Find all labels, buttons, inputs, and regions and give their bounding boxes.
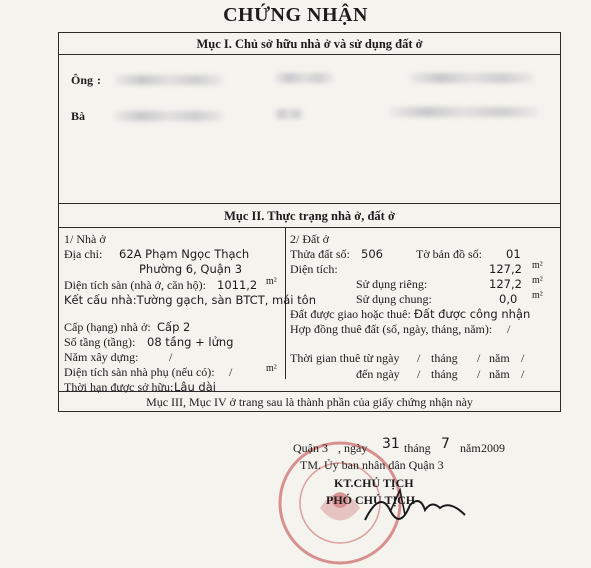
house-label: 1/ Nhà ở (64, 232, 106, 246)
address-line1: 62A Phạm Ngọc Thạch (119, 247, 250, 261)
address-line2: Phường 6, Quận 3 (139, 262, 243, 276)
date-day: 31 (382, 436, 400, 452)
year-label: Năm xây dựng: (64, 350, 139, 364)
floor-area-label: Diện tích sàn (nhà ở, căn hộ): (64, 278, 206, 292)
redacted-owner1-id (409, 73, 534, 83)
redacted-owner2-birth (274, 109, 304, 119)
handwritten-signature (360, 470, 470, 530)
year-label: năm (460, 441, 481, 455)
lease-from-label: Thời gian thuê từ ngày (290, 351, 400, 365)
divider (59, 227, 560, 228)
structure: Kết cấu nhà:Tường gạch, sàn BTCT, mái tôn (64, 293, 316, 307)
lease-to-month: / (477, 367, 481, 381)
lease-contract-label: Hợp đồng thuê đất (số, ngày, tháng, năm): (290, 322, 493, 336)
parcel-label: Thửa đất số: (290, 247, 350, 261)
land-label: 2/ Đất ở (290, 232, 330, 246)
redacted-owner2-name (114, 111, 224, 121)
private-use-label: Sử dụng riêng: (356, 277, 428, 291)
lease-to-year-label: năm (489, 367, 510, 381)
role-deputy: PHÓ CHỦ TỊCH (326, 493, 416, 507)
shared-use-label: Sử dụng chung: (356, 292, 432, 306)
date-year: 2009 (481, 441, 505, 455)
month-label: tháng (404, 441, 431, 455)
redacted-owner1-name (114, 75, 224, 85)
divider (59, 203, 560, 204)
grade-label: Cấp (hạng) nhà ở: (64, 320, 151, 334)
sign-place: Quận 3 (293, 441, 328, 455)
floors-label: Số tầng (tầng): (64, 335, 136, 349)
land-area-label: Diện tích: (290, 262, 338, 276)
shared-use-unit: m² (532, 290, 543, 301)
private-use-value: 127,2 (489, 277, 522, 291)
lease-from-day: / (417, 351, 421, 365)
lease-to-label: đến ngày (356, 367, 400, 381)
lease-from-year: / (521, 351, 525, 365)
role-vice-chairman: KT.CHỦ TỊCH (334, 476, 414, 490)
map-sheet-label: Tờ bản đồ số: (416, 247, 483, 261)
land-area-unit: m² (532, 260, 543, 271)
section2-heading: Mục II. Thực trạng nhà ở, đất ở (224, 209, 395, 223)
lease-from-month-label: tháng (431, 351, 458, 365)
section1-heading: Mục I. Chủ sở hữu nhà ở và sử dụng đất ở (196, 37, 423, 51)
floors-value: 08 tầng + lửng (147, 335, 234, 349)
divider (58, 391, 561, 392)
aux-area-value: / (229, 365, 233, 379)
floor-area-unit: m² (266, 276, 277, 287)
owner1-label: Ông (71, 73, 94, 87)
term-value: Lâu dài (174, 380, 216, 394)
date-prefix: , ngày (338, 441, 368, 455)
owner1-colon: : (97, 73, 101, 87)
grade-value: Cấp 2 (157, 320, 191, 334)
divider (59, 54, 560, 55)
redacted-owner2-id (389, 107, 539, 117)
allocation-label: Đất được giao hoặc thuê: (290, 307, 411, 321)
address-label: Địa chỉ: (64, 247, 103, 261)
section3-note: Mục III, Mục IV ở trang sau là thành phần của giấy chứng nhận này (146, 395, 473, 409)
lease-from-year-label: năm (489, 351, 510, 365)
date-month: 7 (441, 436, 450, 452)
redacted-owner1-birth (274, 73, 334, 83)
authority: TM. Ủy ban nhân dân Quận 3 (300, 458, 444, 472)
document-title: CHỨNG NHẬN (223, 4, 368, 26)
floor-area-value: 1011,2 (217, 278, 258, 292)
shared-use-value: 0,0 (499, 292, 518, 306)
term-label: Thời hạn được sở hữu: (64, 380, 174, 394)
lease-to-month-label: tháng (431, 367, 458, 381)
lease-to-day: / (417, 367, 421, 381)
certificate-frame (58, 32, 561, 412)
lease-contract-value: / (507, 322, 511, 336)
year-value: / (169, 350, 173, 364)
aux-area-label: Diện tích sàn nhà phụ (nếu có): (64, 365, 215, 379)
owner2-label: Bà (71, 109, 86, 123)
parcel-value: 506 (361, 247, 383, 261)
aux-area-unit: m² (266, 363, 277, 374)
private-use-unit: m² (532, 275, 543, 286)
lease-to-year: / (521, 367, 525, 381)
allocation-value: Đất được công nhận (414, 307, 531, 321)
land-area-value: 127,2 (489, 262, 522, 276)
lease-from-month: / (477, 351, 481, 365)
map-sheet-value: 01 (506, 247, 521, 261)
